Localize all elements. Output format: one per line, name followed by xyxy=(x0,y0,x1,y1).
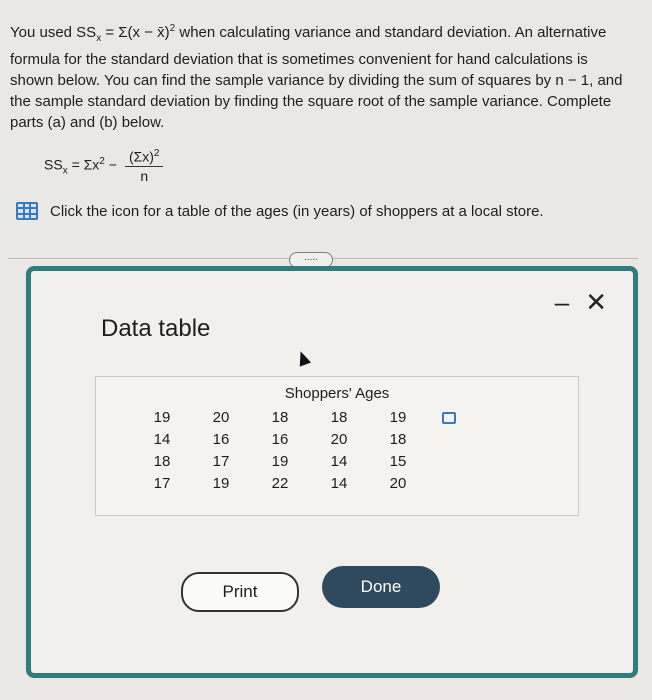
table-cell: 19 xyxy=(212,475,230,492)
formula-ss-subscript: x xyxy=(62,165,68,177)
intro-text-3: when calculating variance and standard deviation. An alternative formula for the standard deviation that is sometimes convenient for hand calculations is shown below. You can find the sample variance by dividing the sum of squares by n − 1, and the sample standard deviation by finding the square root of the sample variance. Complete parts (a) and (b) below. xyxy=(10,24,623,131)
table-cell: 16 xyxy=(271,431,289,448)
table-columns xyxy=(148,409,412,492)
ss-formula xyxy=(44,148,163,184)
table-cell: 16 xyxy=(212,431,230,448)
data-table-link-label[interactable]: Click the icon for a table of the ages (in years) of shoppers at a local store. xyxy=(50,202,544,220)
table-column xyxy=(384,409,412,492)
intro-superscript-2: 2 xyxy=(169,23,176,34)
table-grid-icon[interactable] xyxy=(16,202,38,220)
dialog-window-controls xyxy=(555,289,607,315)
table-cell: 14 xyxy=(330,475,348,492)
table-cell: 15 xyxy=(389,453,407,470)
data-table-dialog xyxy=(26,266,638,678)
table-cell: 19 xyxy=(153,409,171,426)
problem-intro xyxy=(10,18,630,133)
mouse-pointer-icon xyxy=(295,349,311,366)
table-cell: 18 xyxy=(271,409,289,426)
table-cell: 14 xyxy=(153,431,171,448)
table-column xyxy=(266,409,294,492)
table-cell: 20 xyxy=(389,475,407,492)
table-cell: 22 xyxy=(271,475,289,492)
formula-numerator xyxy=(125,148,164,167)
formula-minus: − xyxy=(104,156,117,173)
intro-subscript-x: x xyxy=(96,33,102,44)
formula-numerator-text: (Σx) xyxy=(128,148,154,165)
table-cell: 14 xyxy=(330,453,348,470)
table-cell: 20 xyxy=(212,409,230,426)
close-icon[interactable]: ✕ xyxy=(585,287,607,317)
table-cell: 19 xyxy=(271,453,289,470)
minimize-icon[interactable]: – xyxy=(554,287,570,317)
table-column xyxy=(148,409,176,492)
table-cell: 18 xyxy=(153,453,171,470)
copy-data-icon[interactable] xyxy=(442,412,456,424)
data-table-link[interactable] xyxy=(16,202,544,220)
done-button[interactable]: Done xyxy=(322,566,440,608)
intro-text-2: = Σ(x − x̄) xyxy=(101,24,170,41)
intro-text-1: You used SS xyxy=(10,24,97,41)
table-column xyxy=(207,409,235,492)
table-title: Shoppers' Ages xyxy=(284,385,390,402)
table-cell: 17 xyxy=(153,475,171,492)
table-cell: 18 xyxy=(389,431,407,448)
expand-more-button[interactable]: ..... xyxy=(289,252,333,268)
formula-numerator-sup: 2 xyxy=(153,148,160,159)
shoppers-ages-table xyxy=(95,376,579,516)
formula-lhs xyxy=(44,156,117,176)
table-cell: 20 xyxy=(330,431,348,448)
formula-fraction xyxy=(125,148,164,184)
dialog-title: Data table xyxy=(101,315,211,342)
table-cell: 18 xyxy=(330,409,348,426)
print-button[interactable]: Print xyxy=(181,572,299,612)
table-cell: 19 xyxy=(389,409,407,426)
formula-sum-x-sup: 2 xyxy=(99,155,105,167)
formula-ss: SS xyxy=(44,156,63,173)
formula-denominator: n xyxy=(140,167,149,184)
table-cell: 17 xyxy=(212,453,230,470)
formula-sum-x: = Σx xyxy=(67,156,100,173)
table-column xyxy=(325,409,353,492)
